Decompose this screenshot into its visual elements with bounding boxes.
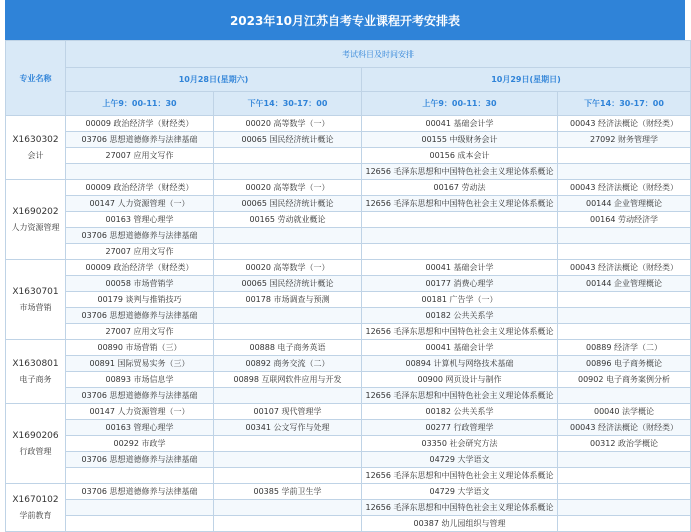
course-cell — [66, 468, 214, 484]
table-header — [6, 41, 691, 116]
course-cell — [214, 228, 362, 244]
major-cell — [6, 340, 66, 404]
major-name: 会计 — [27, 150, 44, 160]
course-cell — [66, 516, 214, 532]
course-cell — [214, 516, 362, 532]
course-cell: 00147 人力资源管理（一） — [66, 404, 214, 420]
major-name: 人力资源管理 — [11, 222, 60, 232]
table-row — [6, 308, 691, 324]
course-cell: 03706 思想道德修养与法律基础 — [66, 452, 214, 468]
table-row — [6, 484, 691, 500]
course-cell: 00065 国民经济统计概论 — [214, 132, 362, 148]
course-cell: 00020 高等数学（一） — [214, 116, 362, 132]
course-cell: 00181 广告学（一） — [362, 292, 558, 308]
date-header-oct28: 10月28日(星期六) — [66, 68, 362, 92]
course-cell: 00387 幼儿园组织与管理 — [362, 516, 558, 532]
course-cell: 00147 人力资源管理（一） — [66, 196, 214, 212]
major-name: 学前教育 — [19, 510, 52, 520]
course-cell — [362, 228, 558, 244]
table-row — [6, 212, 691, 228]
course-cell: 00155 中级财务会计 — [362, 132, 558, 148]
course-cell: 27007 应用文写作 — [66, 324, 214, 340]
major-name: 市场营销 — [19, 302, 52, 312]
course-cell: 00341 公文写作与处理 — [214, 420, 362, 436]
table-row — [6, 356, 691, 372]
course-cell — [214, 148, 362, 164]
slot-header-28-pm: 下午14：30-17：00 — [214, 92, 362, 116]
course-cell — [362, 244, 558, 260]
course-cell — [558, 228, 691, 244]
course-cell — [214, 244, 362, 260]
course-cell: 03350 社会研究方法 — [362, 436, 558, 452]
course-cell — [558, 388, 691, 404]
course-cell: 00165 劳动就业概论 — [214, 212, 362, 228]
course-cell: 12656 毛泽东思想和中国特色社会主义理论体系概论 — [362, 324, 558, 340]
slot-header-28-am: 上午9：00-11：30 — [66, 92, 214, 116]
course-cell — [214, 452, 362, 468]
major-code: X1670102 — [12, 494, 59, 505]
course-cell: 00277 行政管理学 — [362, 420, 558, 436]
course-cell: 00177 消费心理学 — [362, 276, 558, 292]
course-cell: 00065 国民经济统计概论 — [214, 196, 362, 212]
course-cell: 12656 毛泽东思想和中国特色社会主义理论体系概论 — [362, 468, 558, 484]
course-cell — [558, 292, 691, 308]
course-cell: 00900 网页设计与制作 — [362, 372, 558, 388]
table-row — [6, 292, 691, 308]
course-cell: 00040 法学概论 — [558, 404, 691, 420]
table-row — [6, 340, 691, 356]
course-cell: 12656 毛泽东思想和中国特色社会主义理论体系概论 — [362, 388, 558, 404]
course-cell: 00020 高等数学（一） — [214, 260, 362, 276]
major-cell — [6, 260, 66, 340]
table-row — [6, 116, 691, 132]
table-row — [6, 404, 691, 420]
major-code: X1630801 — [12, 358, 59, 369]
course-cell: 03706 思想道德修养与法律基础 — [66, 132, 214, 148]
table-row — [6, 500, 691, 516]
course-cell — [214, 164, 362, 180]
course-cell: 00041 基础会计学 — [362, 340, 558, 356]
course-cell: 00182 公共关系学 — [362, 404, 558, 420]
course-cell: 00182 公共关系学 — [362, 308, 558, 324]
course-cell: 03706 思想道德修养与法律基础 — [66, 228, 214, 244]
course-cell: 03706 思想道德修养与法律基础 — [66, 308, 214, 324]
course-cell: 00020 高等数学（一） — [214, 180, 362, 196]
course-cell: 00144 企业管理概论 — [558, 276, 691, 292]
table-row — [6, 324, 691, 340]
course-cell: 03706 思想道德修养与法律基础 — [66, 484, 214, 500]
course-cell — [558, 516, 691, 532]
course-cell: 00888 电子商务英语 — [214, 340, 362, 356]
major-code: X1690206 — [12, 430, 59, 441]
table-row — [6, 452, 691, 468]
slot-header-29-pm: 下午14：30-17：00 — [558, 92, 691, 116]
major-column-header: 专业名称 — [6, 41, 66, 116]
course-cell: 00065 国民经济统计概论 — [214, 276, 362, 292]
course-cell — [558, 324, 691, 340]
table-row — [6, 228, 691, 244]
table-row — [6, 276, 691, 292]
course-cell: 12656 毛泽东思想和中国特色社会主义理论体系概论 — [362, 500, 558, 516]
course-cell: 00041 基础会计学 — [362, 260, 558, 276]
course-cell — [214, 500, 362, 516]
table-row — [6, 260, 691, 276]
major-cell — [6, 180, 66, 260]
course-cell — [214, 388, 362, 404]
course-cell — [214, 308, 362, 324]
course-cell: 00889 经济学（二） — [558, 340, 691, 356]
course-cell: 00292 市政学 — [66, 436, 214, 452]
course-cell — [558, 468, 691, 484]
major-code: X1630701 — [12, 286, 59, 297]
course-cell: 27007 应用文写作 — [66, 244, 214, 260]
course-cell — [558, 244, 691, 260]
course-cell: 00891 国际贸易实务（三） — [66, 356, 214, 372]
table-row — [6, 372, 691, 388]
table-row — [6, 180, 691, 196]
course-cell: 00041 基础会计学 — [362, 116, 558, 132]
course-cell — [66, 500, 214, 516]
course-cell: 00144 企业管理概论 — [558, 196, 691, 212]
major-name: 电子商务 — [19, 374, 52, 384]
course-cell: 00890 市场营销（三） — [66, 340, 214, 356]
course-cell — [558, 308, 691, 324]
course-cell: 00163 管理心理学 — [66, 212, 214, 228]
course-cell — [558, 500, 691, 516]
course-cell — [558, 484, 691, 500]
course-cell: 00043 经济法概论（财经类） — [558, 116, 691, 132]
date-header-oct29: 10月29日(星期日) — [362, 68, 691, 92]
table-row — [6, 516, 691, 532]
course-cell — [214, 468, 362, 484]
major-cell — [6, 404, 66, 484]
course-cell: 00163 管理心理学 — [66, 420, 214, 436]
course-cell: 04729 大学语文 — [362, 452, 558, 468]
course-cell: 00058 市场营销学 — [66, 276, 214, 292]
course-cell: 03706 思想道德修养与法律基础 — [66, 388, 214, 404]
course-cell: 00898 互联网软件应用与开发 — [214, 372, 362, 388]
course-cell — [214, 324, 362, 340]
course-cell: 27092 财务管理学 — [558, 132, 691, 148]
course-cell: 00385 学前卫生学 — [214, 484, 362, 500]
course-cell — [558, 148, 691, 164]
course-cell: 00179 谈判与推销技巧 — [66, 292, 214, 308]
major-cell — [6, 116, 66, 180]
course-cell — [362, 212, 558, 228]
page-title-text: 2023年10月江苏自考专业课程开考安排表 — [229, 13, 461, 28]
table-row — [6, 244, 691, 260]
major-name: 行政管理 — [19, 446, 52, 456]
page-title — [5, 0, 685, 40]
course-cell: 27007 应用文写作 — [66, 148, 214, 164]
course-cell: 00178 市场调查与预测 — [214, 292, 362, 308]
course-cell: 04729 大学语文 — [362, 484, 558, 500]
course-cell: 00043 经济法概论（财经类） — [558, 260, 691, 276]
course-cell — [214, 436, 362, 452]
course-cell: 00009 政治经济学（财经类） — [66, 260, 214, 276]
table-body — [6, 116, 691, 532]
slot-header-29-am: 上午9：00-11：30 — [362, 92, 558, 116]
course-cell: 00156 成本会计 — [362, 148, 558, 164]
course-cell: 12656 毛泽东思想和中国特色社会主义理论体系概论 — [362, 164, 558, 180]
table-row — [6, 388, 691, 404]
course-cell: 00009 政治经济学（财经类） — [66, 180, 214, 196]
table-row — [6, 196, 691, 212]
course-cell: 00107 现代管理学 — [214, 404, 362, 420]
course-cell: 00312 政治学概论 — [558, 436, 691, 452]
course-cell: 00893 市场信息学 — [66, 372, 214, 388]
course-cell — [66, 164, 214, 180]
course-cell: 00164 劳动经济学 — [558, 212, 691, 228]
course-cell: 00902 电子商务案例分析 — [558, 372, 691, 388]
table-row — [6, 132, 691, 148]
course-cell: 00894 计算机与网络技术基础 — [362, 356, 558, 372]
schedule-table-wrapper — [5, 40, 690, 528]
schedule-table — [5, 40, 691, 532]
course-cell — [558, 164, 691, 180]
course-cell: 00896 电子商务概论 — [558, 356, 691, 372]
table-row — [6, 468, 691, 484]
table-row — [6, 436, 691, 452]
course-cell: 00892 商务交流（二） — [214, 356, 362, 372]
course-cell: 00167 劳动法 — [362, 180, 558, 196]
course-cell: 00043 经济法概论（财经类） — [558, 180, 691, 196]
major-code: X1630302 — [12, 134, 59, 145]
table-row — [6, 148, 691, 164]
course-cell: 12656 毛泽东思想和中国特色社会主义理论体系概论 — [362, 196, 558, 212]
course-cell: 00043 经济法概论（财经类） — [558, 420, 691, 436]
course-cell: 00009 政治经济学（财经类） — [66, 116, 214, 132]
table-row — [6, 420, 691, 436]
major-code: X1690202 — [12, 206, 59, 217]
exam-group-header: 考试科目及时间安排 — [66, 41, 691, 68]
course-cell — [558, 452, 691, 468]
major-cell — [6, 484, 66, 532]
table-row — [6, 164, 691, 180]
